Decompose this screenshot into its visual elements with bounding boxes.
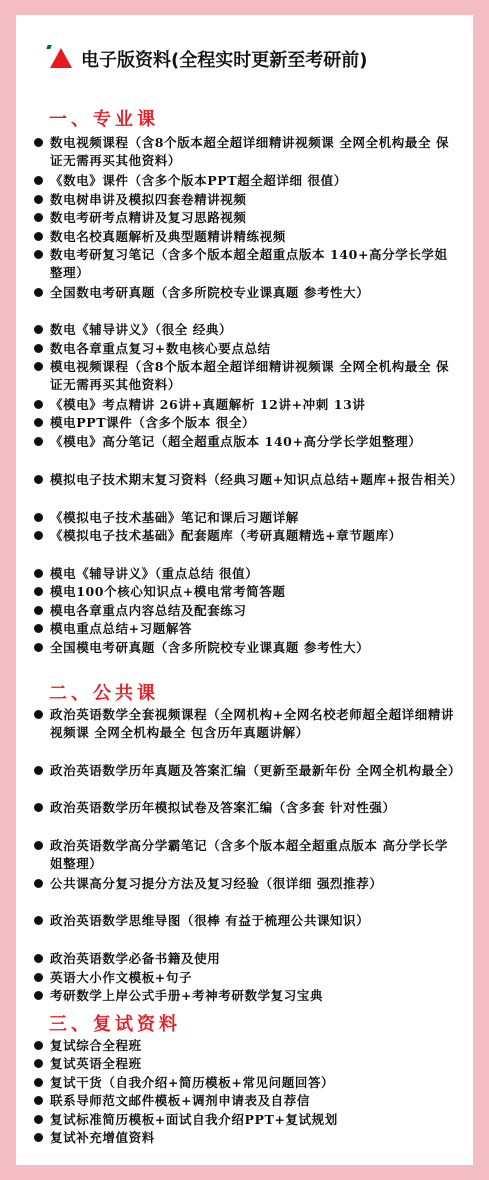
section-title: 三、复试资料 [49, 1014, 181, 1035]
list-item-text: 模电视频课程（含8个版本超全超详细精讲视频课 全网全机构最全 保证无需再买其他资料） [50, 359, 450, 393]
bullet-icon [34, 954, 43, 963]
list-item [24, 837, 464, 874]
bullet-icon [34, 1059, 43, 1068]
list-item [24, 509, 464, 527]
list-item [24, 583, 464, 601]
bullet-icon [34, 1078, 43, 1087]
list-item [24, 639, 464, 657]
list-item-text: 《数电》课件（含多个版本PPT超全超详细 很值） [50, 173, 347, 188]
list-item-text: 数电各章重点复习+数电核心要点总结 [50, 341, 271, 356]
bullet-icon [34, 841, 43, 850]
list-item [24, 191, 464, 209]
list-item [24, 875, 464, 893]
page-title: 电子版资料(全程实时更新至考研前) [81, 50, 368, 71]
bullet-icon [34, 437, 43, 446]
list-item-text: 数电考研复习笔记（含多个版本超全超重点版本 140+高分学长学姐整理） [50, 247, 448, 281]
bullet-icon [34, 991, 43, 1000]
section-title: 二、公共课 [49, 683, 159, 704]
list-item-text: 政治英语数学高分学霸笔记（含多个版本超全超重点版本 高分学长学姐整理） [50, 838, 448, 872]
list-item [24, 602, 464, 620]
list-item [24, 799, 464, 817]
list-item [24, 172, 464, 190]
bullet-icon [34, 569, 43, 578]
bullet-icon [34, 643, 43, 652]
list-item-text: 复试补充增值资料 [50, 1130, 155, 1145]
list-item [24, 134, 464, 171]
bullet-icon [34, 973, 43, 982]
list-item-text: 数电考研考点精讲及复习思路视频 [50, 210, 247, 225]
bullet-icon [34, 418, 43, 427]
list-item-text: 模电各章重点内容总结及配套练习 [50, 603, 247, 618]
bullet-icon [34, 344, 43, 353]
list-item-text: 模电重点总结+习题解答 [50, 621, 193, 636]
list-item-text: 公共课高分复习提分方法及复习经验（很详细 强烈推荐） [50, 876, 383, 891]
list-item [24, 527, 464, 545]
list-item [24, 433, 464, 451]
list-item [24, 358, 464, 395]
bullet-icon [34, 250, 43, 259]
bullet-icon [34, 362, 43, 371]
list-item [24, 762, 464, 780]
list-item-text: 联系导师范文邮件模板+调剂申请表及自荐信 [50, 1093, 310, 1108]
list-item-text: 模拟电子技术期末复习资料（经典习题+知识点总结+题库+报告相关） [50, 472, 464, 487]
bullet-icon [34, 232, 43, 241]
list-item [24, 620, 464, 638]
list-item-text: 复试干货（自我介绍+简历模板+常见问题回答） [50, 1075, 335, 1090]
list-item [24, 1055, 464, 1073]
bullet-icon [34, 766, 43, 775]
list-item-text: 模电《辅导讲义》（重点总结 很值） [50, 566, 259, 581]
list-item [24, 987, 464, 1005]
list-item-text: 复试英语全程班 [50, 1056, 142, 1071]
bullet-icon [34, 475, 43, 484]
list-item [24, 228, 464, 246]
list-item-text: 数电《辅导讲义》（很全 经典） [50, 322, 233, 337]
list-item [24, 246, 464, 283]
list-item-text: 《模电》考点精讲 26讲+真题解析 12讲+冲刺 13讲 [50, 397, 366, 412]
list-item-text: 模电100个核心知识点+模电常考简答题 [50, 584, 286, 599]
list-item [24, 912, 464, 930]
list-item [24, 1129, 464, 1147]
list-item [24, 284, 464, 302]
list-item [24, 950, 464, 968]
list-item-text: 《模拟电子技术基础》笔记和课后习题详解 [50, 510, 299, 525]
list-item [24, 321, 464, 339]
list-item-text: 政治英语数学历年模拟试卷及答案汇编（含多套 针对性强） [50, 800, 396, 815]
list-item-text: 数电视频课程（含8个版本超全超详细精讲视频课 全网全机构最全 保证无需再买其他资料） [50, 135, 450, 169]
list-item-text: 复试标准简历模板+面试自我介绍PPT+复试规划 [50, 1112, 338, 1127]
list-item [24, 414, 464, 432]
list-item [24, 396, 464, 414]
bullet-icon [34, 606, 43, 615]
list-item-text: 政治英语数学必备书籍及使用 [50, 951, 221, 966]
list-item-text: 全国数电考研真题（含多所院校专业课真题 参考性大） [50, 285, 370, 300]
list-item-text: 《模电》高分笔记（超全超重点版本 140+高分学长学姐整理） [50, 434, 422, 449]
bullet-icon [34, 288, 43, 297]
list-item-text: 英语大小作文模板+句子 [50, 970, 193, 985]
list-item-text: 数电树串讲及模拟四套卷精讲视频 [50, 192, 247, 207]
bullet-icon [34, 624, 43, 633]
list-item [24, 340, 464, 358]
bullet-icon [34, 1133, 43, 1142]
page-header [47, 43, 367, 75]
list-item-text: 政治英语数学思维导图（很棒 有益于梳理公共课知识） [50, 913, 370, 928]
section-title: 一、专业课 [49, 109, 159, 130]
list-item [24, 969, 464, 987]
bullet-icon [34, 195, 43, 204]
bullet-icon [34, 176, 43, 185]
bullet-icon [34, 803, 43, 812]
bullet-icon [34, 1115, 43, 1124]
list-item [24, 1037, 464, 1055]
list-item [24, 209, 464, 227]
list-item-text: 政治英语数学全套视频课程（全网机构+全网名校老师超全超详细精讲视频课 全网全机构最全 包含历年真题讲解） [50, 707, 455, 741]
list-item-text: 考研数学上岸公式手册+考神考研数学复习宝典 [50, 988, 324, 1003]
bullet-icon [34, 325, 43, 334]
list-item-text: 《模拟电子技术基础》配套题库（考研真题精选+章节题库） [50, 528, 402, 543]
list-item [24, 471, 464, 489]
list-item-text: 复试综合全程班 [50, 1038, 142, 1053]
list-item [24, 706, 464, 743]
list-item [24, 1092, 464, 1110]
list-item-text: 数电名校真题解析及典型题精讲精练视频 [50, 229, 286, 244]
list-item-text: 全国模电考研真题（含多所院校专业课真题 参考性大） [50, 640, 370, 655]
bullet-icon [34, 400, 43, 409]
bullet-icon [34, 879, 43, 888]
bullet-icon [34, 213, 43, 222]
bullet-icon [34, 1096, 43, 1105]
document-card [16, 15, 473, 1165]
warning-triangle-icon [47, 45, 75, 73]
list-item [24, 1074, 464, 1092]
list-item [24, 565, 464, 583]
bullet-icon [34, 513, 43, 522]
bullet-icon [34, 138, 43, 147]
bullet-icon [34, 1041, 43, 1050]
bullet-icon [34, 587, 43, 596]
list-item-text: 政治英语数学历年真题及答案汇编（更新至最新年份 全网全机构最全） [50, 763, 462, 778]
bullet-icon [34, 531, 43, 540]
list-item-text: 模电PPT课件（含多个版本 很全） [50, 415, 256, 430]
list-item [24, 1111, 464, 1129]
bullet-icon [34, 916, 43, 925]
bullet-icon [34, 710, 43, 719]
